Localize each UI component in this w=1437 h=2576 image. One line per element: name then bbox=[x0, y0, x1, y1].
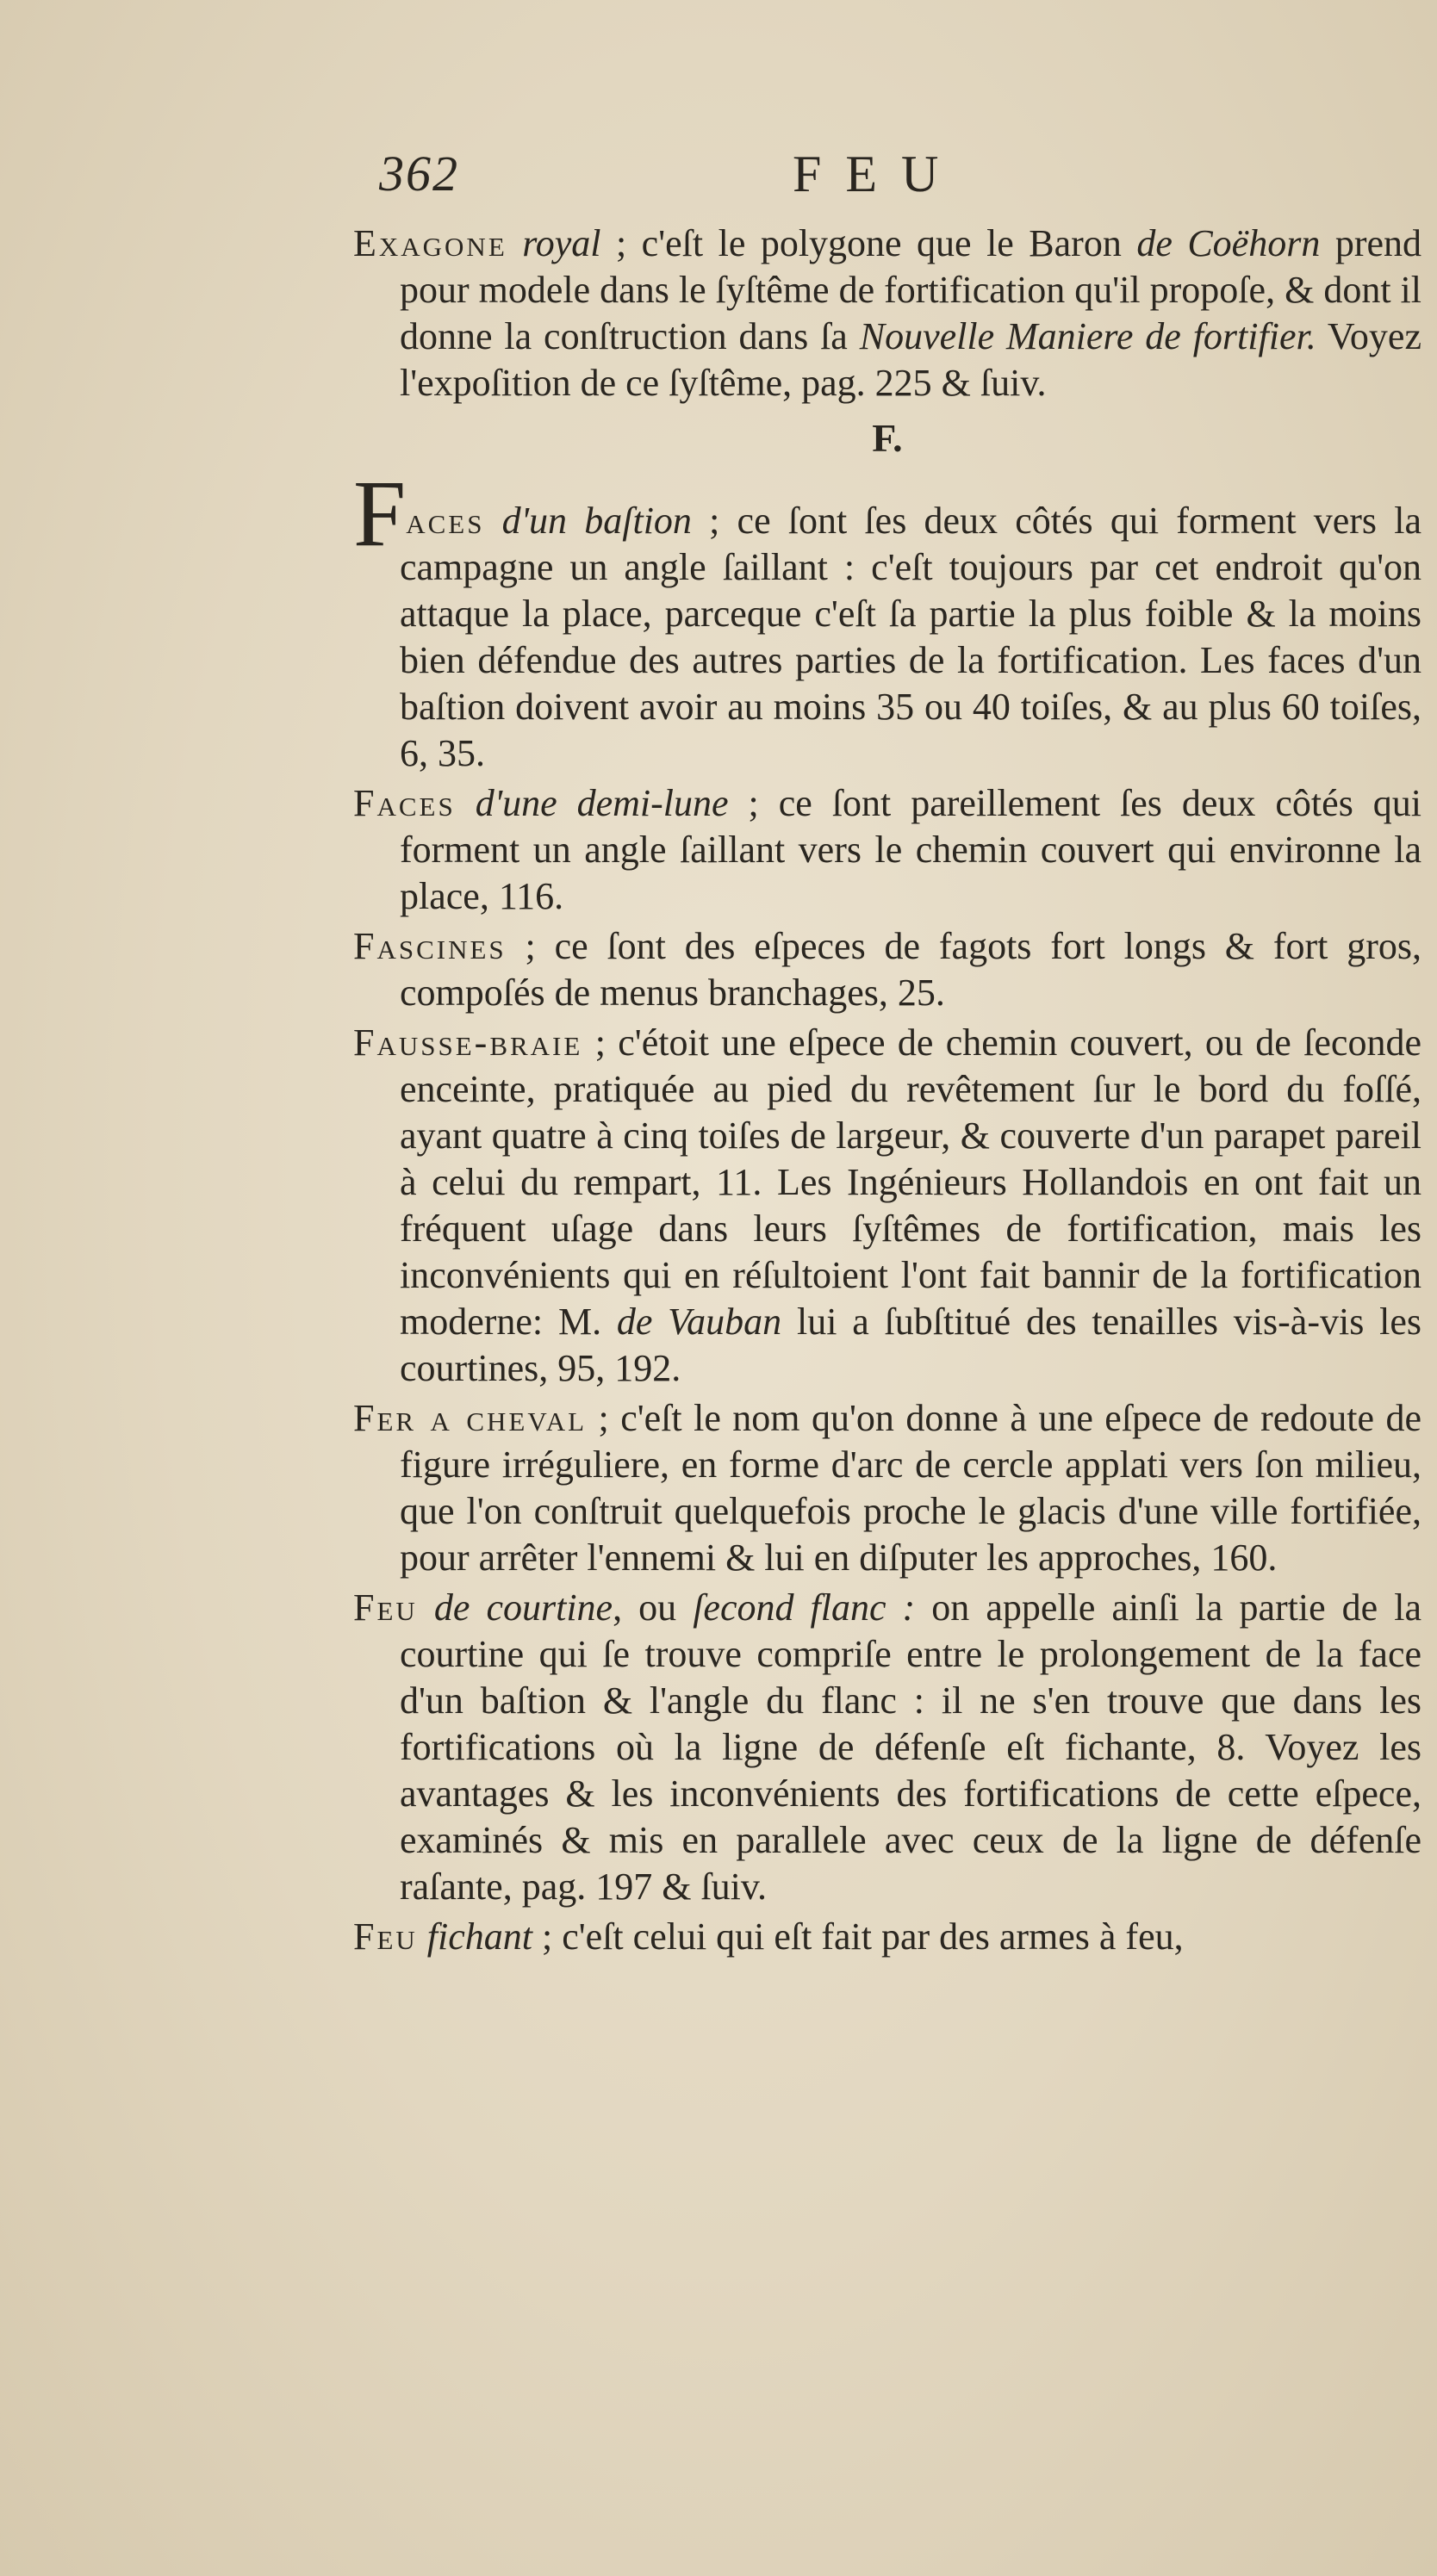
entry-faces-bastion bbox=[353, 461, 1421, 777]
entry-term: Fer a cheval bbox=[353, 1397, 588, 1439]
entry-text: ; ce ſont pareillement ſes deux côtés qui forment un angle ſaillant vers le chemin couvert qui environne la place, 116. bbox=[400, 782, 1422, 917]
entry-text: , ou bbox=[613, 1586, 694, 1629]
entry-faces-demi-lune bbox=[353, 780, 1421, 920]
entry-text: ; c'eſt le polygone que le Baron bbox=[600, 222, 1137, 264]
running-title: FEU bbox=[793, 146, 963, 202]
entry-text: on appelle ainſi la partie de la courtine qui ſe trouve compriſe entre le prolongement de la face d'un baſtion & l'angle du flanc : il ne s'en trouve que dans les fortifications où la ligne de défenſe eſt fichante, 8. Voyez les avantages & les inconvénients des fortifications de cette eſpece, examinés & mis en parallele avec ceux de la ligne de défenſe raſante, pag. 197 & ſuiv. bbox=[400, 1586, 1422, 1908]
entry-name: de Vauban bbox=[616, 1300, 782, 1343]
entry-text: ; c'étoit une eſpece de chemin couvert, ou de ſeconde enceinte, pratiquée au pied du revêtement ſur le bord du foſſé, ayant quatre à cinq toiſes de largeur, & couverte d'un parapet pareil à celui du rempart, 11. Les Ingénieurs Hollandois en ont fait un fréquent uſage dans leurs ſyſtêmes de fortification, mais les inconvénients qui en réſultoient l'ont fait bannir de la fortification moderne: M. bbox=[400, 1021, 1421, 1343]
entry-name: de Coëhorn bbox=[1136, 222, 1321, 264]
entry-term: Fausse-braie bbox=[353, 1021, 583, 1064]
drop-initial: F bbox=[353, 461, 407, 566]
entry-fascines bbox=[353, 923, 1421, 1016]
entry-term: Fascines bbox=[353, 925, 507, 967]
entry-name: ſecond flanc : bbox=[693, 1586, 916, 1629]
entry-qualifier: de courtine bbox=[433, 1586, 613, 1629]
entry-feu-de-courtine bbox=[353, 1585, 1421, 1910]
entry-term: Exagone bbox=[353, 222, 507, 264]
running-head bbox=[379, 145, 1413, 214]
entry-exagone-royal bbox=[353, 220, 1421, 407]
section-letter: F. bbox=[872, 416, 903, 460]
entry-qualifier: royal bbox=[522, 222, 601, 264]
entry-text: ; ce ſont ſes deux côtés qui forment vers la campagne un angle ſaillant : c'eſt toujours par cet endroit qu'on attaque la place, parceque c'eſt ſa partie la plus foible & la moins bien défendue des autres parties de la fortification. Les faces d'un baſtion doivent avoir au moins 35 ou 40 toiſes, & au plus 60 toiſes, 6, 35. bbox=[400, 500, 1421, 774]
page-number: 362 bbox=[379, 146, 459, 202]
entry-term: Faces bbox=[353, 782, 456, 824]
entry-work-title: Nouvelle Maniere de fortifier. bbox=[859, 315, 1316, 357]
entry-term: Feu bbox=[353, 1915, 418, 1958]
entry-text: ; c'eſt celui qui eſt fait par des armes à feu, bbox=[532, 1915, 1184, 1958]
entry-text: lui a ſubſtitué des tenailles vis-à-vis les courtines, 95, 192. bbox=[400, 1300, 1421, 1389]
entry-qualifier: fichant bbox=[426, 1915, 532, 1958]
entry-feu-fichant bbox=[353, 1914, 1421, 1960]
entry-fer-a-cheval bbox=[353, 1395, 1421, 1581]
entry-qualifier: d'une demi-lune bbox=[475, 782, 729, 824]
entry-term: Feu bbox=[353, 1586, 418, 1629]
entry-term: aces bbox=[406, 500, 485, 542]
entry-fausse-braie bbox=[353, 1020, 1421, 1392]
entry-text: ; ce ſont des eſpeces de fagots fort longs & fort gros, compoſés de menus branchages, 25. bbox=[400, 925, 1421, 1014]
entry-text: prend pour modele dans le ſyſtême de fortification qu'il propoſe, & dont il donne la conſtruction dans ſa bbox=[400, 222, 1422, 357]
entry-text: Voyez l'expoſition de ce ſyſtême, pag. 225 & ſuiv. bbox=[400, 315, 1421, 404]
entry-qualifier: d'un baſtion bbox=[501, 500, 692, 542]
entry-text: ; c'eſt le nom qu'on donne à une eſpece de redoute de figure irréguliere, en forme d'arc de cercle applati vers ſon milieu, que l'on conſtruit quelquefois proche le glacis d'une ville fortifiée, pour arrêter l'ennemi & lui en diſputer les approches, 160. bbox=[400, 1397, 1421, 1579]
glossary-text bbox=[353, 220, 1421, 1960]
